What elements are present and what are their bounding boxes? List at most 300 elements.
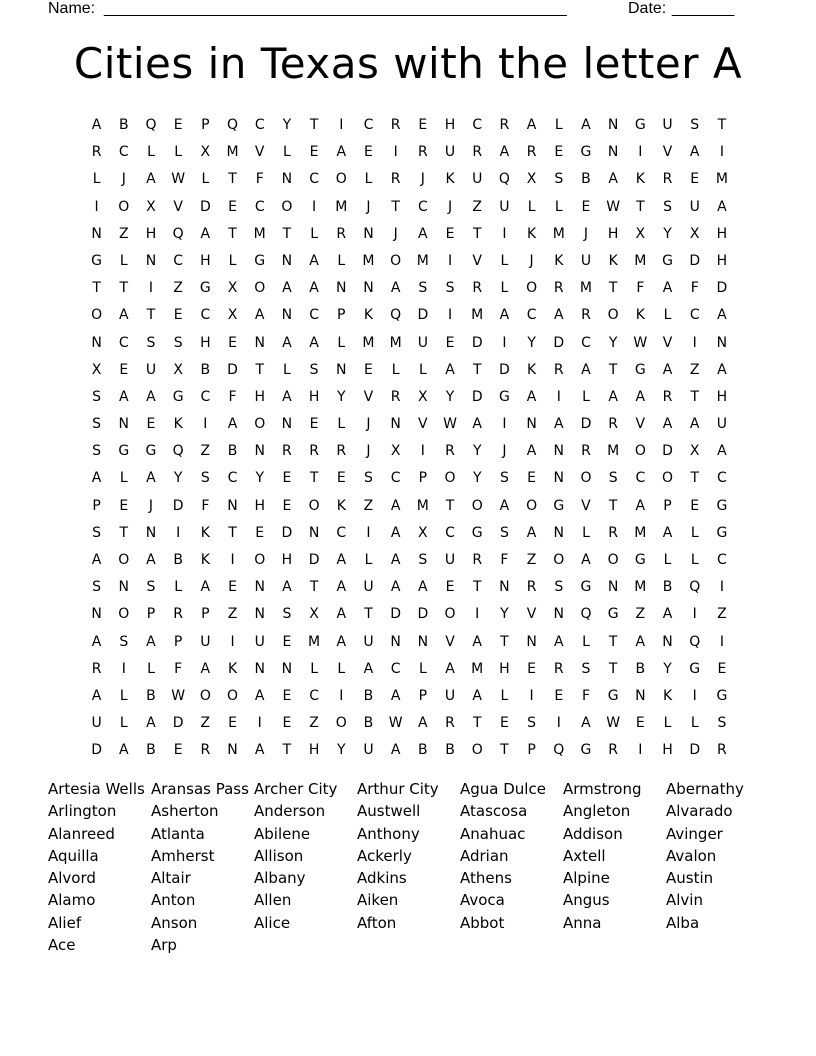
grid-letter[interactable]: U bbox=[444, 552, 456, 568]
grid-letter[interactable]: R bbox=[390, 388, 401, 405]
grid-letter[interactable]: O bbox=[308, 497, 320, 514]
grid-letter[interactable]: W bbox=[606, 715, 621, 732]
grid-letter[interactable]: X bbox=[390, 443, 401, 460]
grid-letter[interactable]: A bbox=[390, 280, 401, 297]
grid-letter[interactable]: B bbox=[363, 715, 374, 732]
grid-letter[interactable]: E bbox=[173, 307, 183, 324]
grid-letter[interactable]: O bbox=[634, 443, 646, 460]
grid-letter[interactable]: S bbox=[418, 280, 428, 297]
grid-letter[interactable]: R bbox=[662, 171, 673, 188]
grid-letter[interactable]: V bbox=[526, 606, 537, 623]
grid-letter[interactable]: Q bbox=[498, 171, 510, 188]
grid-letter[interactable]: C bbox=[635, 470, 646, 487]
grid-letter[interactable]: S bbox=[92, 443, 102, 460]
grid-letter[interactable]: A bbox=[336, 633, 347, 650]
grid-letter[interactable]: M bbox=[416, 252, 429, 269]
grid-letter[interactable]: A bbox=[553, 307, 564, 324]
grid-letter[interactable]: I bbox=[502, 416, 507, 433]
grid-letter[interactable]: L bbox=[582, 633, 590, 650]
grid-letter[interactable]: T bbox=[309, 117, 319, 133]
grid-letter[interactable]: Y bbox=[337, 388, 346, 405]
grid-letter[interactable]: L bbox=[690, 715, 699, 732]
grid-letter[interactable]: A bbox=[662, 416, 673, 433]
grid-letter[interactable]: L bbox=[310, 225, 318, 242]
grid-letter[interactable]: M bbox=[634, 252, 647, 269]
grid-letter[interactable]: R bbox=[91, 660, 102, 677]
grid-letter[interactable]: E bbox=[690, 171, 700, 188]
grid-letter[interactable]: K bbox=[662, 687, 673, 704]
grid-letter[interactable]: H bbox=[308, 742, 320, 759]
grid-letter[interactable]: J bbox=[366, 443, 371, 460]
grid-letter[interactable]: D bbox=[172, 715, 184, 732]
grid-letter[interactable]: X bbox=[200, 144, 211, 161]
grid-letter[interactable]: D bbox=[390, 606, 402, 623]
grid-letter[interactable]: Q bbox=[172, 225, 184, 242]
grid-letter[interactable]: N bbox=[91, 225, 102, 242]
grid-letter[interactable]: F bbox=[201, 497, 210, 514]
grid-letter[interactable]: L bbox=[174, 144, 183, 161]
grid-letter[interactable]: C bbox=[526, 307, 537, 324]
grid-letter[interactable]: A bbox=[526, 388, 537, 405]
grid-letter[interactable]: S bbox=[119, 633, 129, 650]
grid-letter[interactable]: F bbox=[636, 280, 645, 297]
grid-letter[interactable]: T bbox=[309, 470, 319, 487]
grid-letter[interactable]: O bbox=[526, 280, 538, 297]
grid-letter[interactable]: X bbox=[418, 388, 428, 405]
grid-letter[interactable]: Y bbox=[282, 117, 292, 133]
grid-letter[interactable]: S bbox=[717, 715, 727, 732]
grid-letter[interactable]: A bbox=[91, 552, 102, 568]
grid-letter[interactable]: B bbox=[418, 742, 428, 759]
grid-letter[interactable]: A bbox=[200, 579, 211, 596]
grid-letter[interactable]: C bbox=[717, 470, 727, 487]
grid-letter[interactable]: L bbox=[228, 252, 237, 269]
grid-letter[interactable]: E bbox=[527, 470, 537, 487]
grid-letter[interactable]: S bbox=[92, 579, 102, 596]
grid-letter[interactable]: T bbox=[472, 361, 482, 378]
grid-letter[interactable]: D bbox=[499, 361, 510, 378]
grid-letter[interactable]: I bbox=[94, 198, 99, 215]
grid-letter[interactable]: N bbox=[390, 416, 401, 433]
grid-letter[interactable]: L bbox=[119, 715, 128, 732]
grid-letter[interactable]: A bbox=[200, 660, 211, 677]
grid-letter[interactable]: J bbox=[121, 171, 126, 188]
grid-letter[interactable]: R bbox=[282, 443, 292, 460]
grid-letter[interactable]: A bbox=[390, 687, 401, 704]
grid-letter[interactable]: P bbox=[418, 470, 428, 487]
grid-letter[interactable]: K bbox=[200, 552, 210, 568]
grid-letter[interactable]: A bbox=[254, 742, 265, 759]
grid-letter[interactable]: Y bbox=[255, 470, 264, 487]
grid-letter[interactable]: U bbox=[254, 633, 265, 650]
grid-letter[interactable]: G bbox=[553, 497, 565, 514]
grid-letter[interactable]: G bbox=[607, 606, 619, 623]
grid-letter[interactable]: M bbox=[253, 225, 266, 242]
grid-letter[interactable]: N bbox=[281, 416, 293, 433]
grid-letter[interactable]: S bbox=[690, 117, 700, 133]
grid-letter[interactable]: K bbox=[527, 225, 537, 242]
grid-letter[interactable]: B bbox=[581, 171, 591, 188]
grid-letter[interactable]: I bbox=[257, 715, 262, 732]
grid-letter[interactable]: A bbox=[445, 660, 455, 677]
grid-letter[interactable]: E bbox=[445, 579, 455, 596]
grid-letter[interactable]: A bbox=[118, 307, 129, 324]
grid-letter[interactable]: E bbox=[146, 416, 156, 433]
grid-letter[interactable]: G bbox=[172, 388, 184, 405]
grid-letter[interactable]: A bbox=[689, 144, 700, 161]
grid-letter[interactable]: N bbox=[662, 633, 673, 650]
grid-letter[interactable]: Y bbox=[472, 470, 482, 487]
grid-letter[interactable]: Z bbox=[526, 552, 537, 568]
grid-letter[interactable]: O bbox=[118, 606, 130, 623]
grid-letter[interactable]: A bbox=[717, 307, 727, 324]
grid-letter[interactable]: I bbox=[692, 606, 697, 623]
grid-letter[interactable]: A bbox=[118, 388, 129, 405]
grid-letter[interactable]: S bbox=[309, 361, 319, 378]
grid-letter[interactable]: A bbox=[336, 606, 347, 623]
grid-letter[interactable]: V bbox=[173, 198, 183, 215]
grid-letter[interactable]: C bbox=[390, 660, 401, 677]
grid-letter[interactable]: Q bbox=[553, 742, 565, 759]
grid-letter[interactable]: Q bbox=[227, 117, 239, 133]
grid-letter[interactable]: Y bbox=[337, 742, 346, 759]
grid-letter[interactable]: O bbox=[199, 687, 211, 704]
grid-letter[interactable]: H bbox=[254, 497, 265, 514]
grid-letter[interactable]: B bbox=[118, 117, 129, 133]
grid-letter[interactable]: E bbox=[309, 144, 319, 161]
grid-letter[interactable]: I bbox=[719, 633, 724, 650]
grid-letter[interactable]: A bbox=[717, 361, 727, 378]
grid-letter[interactable]: T bbox=[364, 606, 373, 623]
grid-letter[interactable]: A bbox=[717, 198, 727, 215]
grid-letter[interactable]: J bbox=[583, 225, 589, 242]
grid-letter[interactable]: S bbox=[146, 334, 156, 351]
grid-letter[interactable]: U bbox=[363, 579, 374, 596]
grid-letter[interactable]: I bbox=[393, 144, 398, 161]
grid-letter[interactable]: P bbox=[527, 742, 536, 759]
grid-letter[interactable]: Z bbox=[635, 606, 646, 623]
grid-letter[interactable]: C bbox=[254, 198, 265, 215]
grid-letter[interactable]: X bbox=[309, 606, 319, 623]
grid-letter[interactable]: H bbox=[281, 552, 293, 568]
grid-letter[interactable]: L bbox=[391, 361, 400, 378]
grid-letter[interactable]: K bbox=[635, 307, 645, 324]
grid-letter[interactable]: M bbox=[579, 280, 593, 297]
grid-letter[interactable]: X bbox=[227, 307, 238, 324]
grid-letter[interactable]: H bbox=[254, 388, 265, 405]
grid-letter[interactable]: P bbox=[173, 633, 183, 650]
grid-letter[interactable]: R bbox=[445, 715, 455, 732]
grid-letter[interactable]: Z bbox=[363, 497, 374, 514]
grid-letter[interactable]: T bbox=[119, 280, 129, 297]
grid-letter[interactable]: P bbox=[201, 606, 210, 623]
grid-letter[interactable]: U bbox=[499, 198, 510, 215]
grid-letter[interactable]: L bbox=[147, 660, 155, 677]
grid-letter[interactable]: A bbox=[608, 388, 618, 405]
grid-letter[interactable]: N bbox=[254, 334, 265, 351]
grid-letter[interactable]: A bbox=[526, 443, 537, 460]
grid-letter[interactable]: R bbox=[499, 117, 510, 133]
grid-letter[interactable]: C bbox=[254, 117, 265, 133]
grid-letter[interactable]: S bbox=[499, 524, 509, 541]
grid-letter[interactable]: W bbox=[633, 334, 648, 351]
grid-letter[interactable]: Q bbox=[689, 579, 701, 596]
grid-letter[interactable]: P bbox=[146, 606, 156, 623]
grid-letter[interactable]: B bbox=[227, 443, 238, 460]
grid-letter[interactable]: T bbox=[608, 633, 618, 650]
grid-letter[interactable]: I bbox=[502, 225, 507, 242]
grid-letter[interactable]: N bbox=[254, 606, 265, 623]
grid-letter[interactable]: V bbox=[254, 144, 265, 161]
grid-letter[interactable]: N bbox=[607, 144, 619, 161]
grid-letter[interactable]: I bbox=[121, 660, 126, 677]
grid-letter[interactable]: G bbox=[498, 388, 510, 405]
grid-letter[interactable]: C bbox=[200, 307, 211, 324]
grid-letter[interactable]: E bbox=[364, 361, 373, 378]
grid-letter[interactable]: A bbox=[91, 117, 102, 133]
grid-letter[interactable]: N bbox=[118, 579, 130, 596]
grid-letter[interactable]: G bbox=[199, 280, 211, 297]
grid-letter[interactable]: C bbox=[472, 117, 483, 133]
grid-letter[interactable]: L bbox=[582, 524, 590, 541]
grid-letter[interactable]: L bbox=[500, 252, 509, 269]
grid-letter[interactable]: I bbox=[692, 687, 697, 704]
grid-letter[interactable]: R bbox=[553, 280, 564, 297]
grid-letter[interactable]: C bbox=[200, 388, 211, 405]
grid-letter[interactable]: A bbox=[553, 633, 564, 650]
grid-letter[interactable]: C bbox=[363, 117, 374, 133]
grid-letter[interactable]: A bbox=[662, 606, 673, 623]
grid-letter[interactable]: A bbox=[390, 524, 401, 541]
grid-letter[interactable]: O bbox=[526, 497, 538, 514]
grid-letter[interactable]: E bbox=[336, 470, 346, 487]
grid-letter[interactable]: O bbox=[91, 307, 103, 324]
grid-letter[interactable]: E bbox=[364, 144, 373, 161]
grid-letter[interactable]: C bbox=[417, 198, 428, 215]
grid-letter[interactable]: S bbox=[554, 171, 564, 188]
grid-letter[interactable]: A bbox=[472, 687, 482, 704]
grid-letter[interactable]: M bbox=[389, 334, 402, 351]
grid-letter[interactable]: M bbox=[634, 524, 647, 541]
grid-letter[interactable]: I bbox=[447, 252, 453, 269]
grid-letter[interactable]: N bbox=[417, 633, 429, 650]
grid-letter[interactable]: T bbox=[608, 280, 618, 297]
grid-letter[interactable]: R bbox=[608, 742, 619, 759]
grid-letter[interactable]: O bbox=[444, 606, 456, 623]
grid-letter[interactable]: L bbox=[201, 171, 210, 188]
grid-letter[interactable]: O bbox=[281, 198, 293, 215]
grid-letter[interactable]: G bbox=[662, 252, 673, 269]
grid-letter[interactable]: G bbox=[634, 117, 646, 133]
grid-letter[interactable]: G bbox=[118, 443, 130, 460]
grid-letter[interactable]: X bbox=[173, 361, 183, 378]
grid-letter[interactable]: T bbox=[608, 497, 618, 514]
grid-letter[interactable]: S bbox=[527, 715, 537, 732]
grid-letter[interactable]: R bbox=[200, 742, 211, 759]
grid-letter[interactable]: S bbox=[581, 660, 591, 677]
grid-letter[interactable]: R bbox=[472, 280, 483, 297]
grid-letter[interactable]: W bbox=[171, 171, 186, 188]
grid-letter[interactable]: Z bbox=[118, 225, 129, 242]
grid-letter[interactable]: A bbox=[336, 552, 347, 568]
grid-letter[interactable]: B bbox=[445, 742, 455, 759]
grid-letter[interactable]: X bbox=[526, 171, 537, 188]
grid-letter[interactable]: D bbox=[553, 334, 565, 351]
grid-letter[interactable]: Y bbox=[663, 660, 672, 677]
grid-letter[interactable]: N bbox=[499, 579, 510, 596]
grid-letter[interactable]: A bbox=[91, 470, 102, 487]
grid-letter[interactable]: G bbox=[145, 443, 157, 460]
grid-letter[interactable]: N bbox=[145, 252, 157, 269]
grid-letter[interactable]: I bbox=[148, 280, 154, 297]
grid-letter[interactable]: E bbox=[717, 660, 727, 677]
grid-letter[interactable]: D bbox=[417, 307, 429, 324]
grid-letter[interactable]: F bbox=[255, 171, 264, 188]
grid-letter[interactable]: G bbox=[716, 687, 728, 704]
grid-letter[interactable]: R bbox=[553, 660, 564, 677]
grid-letter[interactable]: V bbox=[662, 144, 673, 161]
grid-letter[interactable]: T bbox=[119, 524, 129, 541]
grid-letter[interactable]: A bbox=[309, 252, 319, 269]
grid-letter[interactable]: N bbox=[553, 606, 565, 623]
grid-letter[interactable]: T bbox=[717, 117, 727, 133]
grid-letter[interactable]: L bbox=[337, 252, 346, 269]
grid-letter[interactable]: S bbox=[173, 334, 183, 351]
grid-letter[interactable]: T bbox=[472, 579, 482, 596]
grid-letter[interactable]: A bbox=[91, 687, 102, 704]
grid-letter[interactable]: A bbox=[146, 171, 156, 188]
grid-letter[interactable]: E bbox=[527, 660, 537, 677]
grid-letter[interactable]: L bbox=[119, 687, 128, 704]
grid-letter[interactable]: A bbox=[608, 171, 618, 188]
grid-letter[interactable]: X bbox=[227, 280, 238, 297]
grid-letter[interactable]: E bbox=[445, 334, 455, 351]
grid-letter[interactable]: O bbox=[254, 280, 266, 297]
grid-letter[interactable]: P bbox=[201, 117, 210, 133]
grid-letter[interactable]: H bbox=[716, 388, 728, 405]
grid-letter[interactable]: B bbox=[363, 687, 374, 704]
grid-letter[interactable]: O bbox=[471, 742, 483, 759]
grid-letter[interactable]: S bbox=[499, 470, 509, 487]
grid-letter[interactable]: A bbox=[146, 470, 156, 487]
grid-letter[interactable]: U bbox=[363, 742, 374, 759]
grid-letter[interactable]: C bbox=[445, 524, 455, 541]
grid-letter[interactable]: E bbox=[282, 633, 292, 650]
grid-letter[interactable]: N bbox=[607, 117, 619, 133]
grid-letter[interactable]: L bbox=[690, 524, 699, 541]
grid-letter[interactable]: D bbox=[580, 416, 592, 433]
grid-letter[interactable]: E bbox=[228, 198, 237, 215]
grid-letter[interactable]: Q bbox=[689, 633, 701, 650]
grid-letter[interactable]: Q bbox=[390, 307, 402, 324]
grid-letter[interactable]: I bbox=[502, 334, 507, 351]
grid-letter[interactable]: U bbox=[200, 633, 211, 650]
grid-letter[interactable]: L bbox=[283, 144, 291, 161]
grid-letter[interactable]: Y bbox=[663, 225, 672, 242]
grid-letter[interactable]: N bbox=[363, 280, 374, 297]
grid-letter[interactable]: G bbox=[607, 687, 619, 704]
grid-letter[interactable]: O bbox=[553, 552, 565, 568]
grid-letter[interactable]: L bbox=[364, 552, 373, 568]
grid-letter[interactable]: A bbox=[146, 715, 156, 732]
grid-letter[interactable]: N bbox=[526, 633, 537, 650]
grid-letter[interactable]: S bbox=[282, 606, 292, 623]
grid-letter[interactable]: R bbox=[91, 144, 102, 161]
grid-letter[interactable]: I bbox=[339, 687, 344, 704]
grid-letter[interactable]: P bbox=[663, 497, 672, 514]
grid-letter[interactable]: D bbox=[471, 334, 483, 351]
grid-letter[interactable]: D bbox=[689, 742, 701, 759]
grid-letter[interactable]: U bbox=[716, 416, 728, 433]
grid-letter[interactable]: E bbox=[255, 524, 265, 541]
grid-letter[interactable]: A bbox=[390, 579, 401, 596]
grid-letter[interactable]: A bbox=[254, 687, 265, 704]
grid-letter[interactable]: N bbox=[91, 606, 102, 623]
grid-letter[interactable]: A bbox=[553, 416, 564, 433]
grid-letter[interactable]: J bbox=[366, 416, 371, 433]
grid-letter[interactable]: L bbox=[174, 579, 183, 596]
grid-letter[interactable]: L bbox=[310, 660, 318, 677]
grid-letter[interactable]: C bbox=[390, 470, 401, 487]
grid-letter[interactable]: I bbox=[420, 443, 425, 460]
grid-letter[interactable]: W bbox=[388, 715, 403, 732]
grid-letter[interactable]: N bbox=[336, 361, 347, 378]
grid-letter[interactable]: A bbox=[254, 307, 265, 324]
grid-letter[interactable]: L bbox=[337, 334, 346, 351]
grid-letter[interactable]: A bbox=[526, 524, 537, 541]
grid-letter[interactable]: A bbox=[418, 715, 428, 732]
grid-letter[interactable]: M bbox=[634, 579, 647, 596]
grid-letter[interactable]: A bbox=[282, 579, 292, 596]
grid-letter[interactable]: T bbox=[472, 715, 482, 732]
grid-letter[interactable]: N bbox=[553, 524, 565, 541]
grid-letter[interactable]: I bbox=[529, 687, 534, 704]
grid-letter[interactable]: Z bbox=[689, 361, 700, 378]
grid-letter[interactable]: B bbox=[146, 687, 156, 704]
grid-letter[interactable]: E bbox=[499, 715, 509, 732]
grid-letter[interactable]: M bbox=[552, 225, 565, 242]
grid-letter[interactable]: S bbox=[554, 579, 564, 596]
grid-letter[interactable]: Q bbox=[145, 117, 157, 133]
grid-letter[interactable]: M bbox=[226, 144, 239, 161]
grid-letter[interactable]: A bbox=[581, 715, 591, 732]
grid-letter[interactable]: T bbox=[309, 579, 319, 596]
grid-letter[interactable]: A bbox=[635, 388, 646, 405]
grid-letter[interactable]: D bbox=[91, 742, 102, 759]
grid-letter[interactable]: Y bbox=[608, 334, 618, 351]
date-line[interactable]: _______ bbox=[672, 0, 735, 17]
grid-letter[interactable]: S bbox=[608, 470, 618, 487]
grid-letter[interactable]: F bbox=[500, 552, 509, 568]
grid-letter[interactable]: R bbox=[608, 524, 619, 541]
grid-letter[interactable]: N bbox=[254, 443, 265, 460]
grid-letter[interactable]: N bbox=[91, 334, 102, 351]
grid-letter[interactable]: H bbox=[662, 742, 673, 759]
grid-letter[interactable]: A bbox=[499, 144, 510, 161]
grid-letter[interactable]: H bbox=[716, 225, 728, 242]
grid-letter[interactable]: R bbox=[662, 388, 673, 405]
grid-letter[interactable]: O bbox=[607, 552, 619, 568]
grid-letter[interactable]: E bbox=[173, 117, 183, 133]
grid-letter[interactable]: N bbox=[390, 633, 401, 650]
grid-letter[interactable]: R bbox=[526, 579, 537, 596]
grid-letter[interactable]: E bbox=[554, 687, 564, 704]
grid-letter[interactable]: H bbox=[200, 252, 211, 269]
grid-letter[interactable]: A bbox=[526, 117, 537, 133]
grid-letter[interactable]: I bbox=[719, 144, 724, 161]
grid-letter[interactable]: U bbox=[580, 252, 592, 269]
grid-letter[interactable]: R bbox=[553, 361, 564, 378]
